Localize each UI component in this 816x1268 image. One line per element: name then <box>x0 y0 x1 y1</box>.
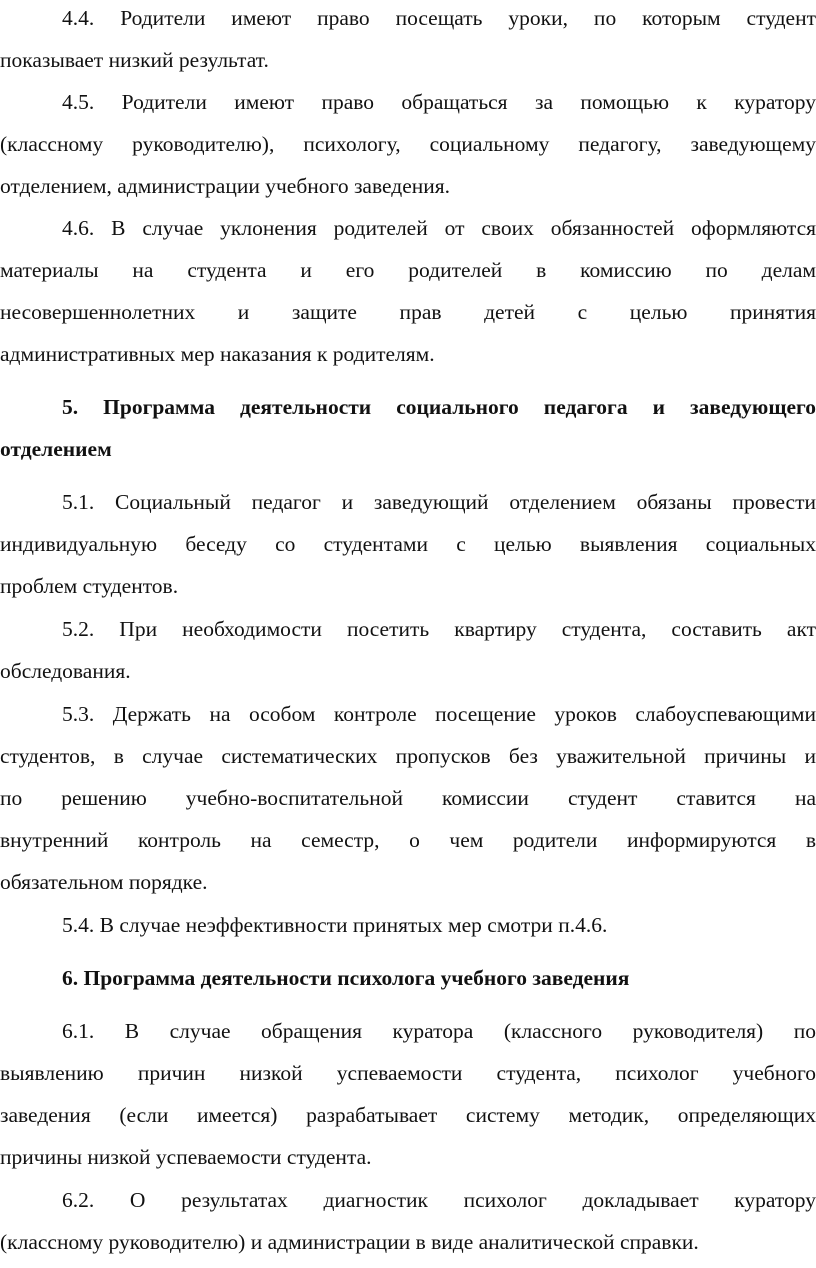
paragraph-4-6-line-4: административных мер наказания к родителям. <box>0 342 435 366</box>
paragraph-4-5-line-3: отделением, администрации учебного заведения. <box>0 174 451 198</box>
paragraph-5-1-line-1: 5.1. Социальный педагог и заведующий отделением обязаны провести <box>62 490 816 514</box>
paragraph-5-2-line-1: 5.2. При необходимости посетить квартиру студента, составить акт <box>62 617 816 641</box>
section-6-heading: 6. Программа деятельности психолога учебного заведения <box>62 966 630 990</box>
paragraph-5-1-line-3: проблем студентов. <box>0 574 179 598</box>
paragraph-6-1-line-1: 6.1. В случае обращения куратора (классного руководителя) по <box>62 1019 816 1043</box>
paragraph-5-1-line-2: индивидуальную беседу со студентами с целью выявления социальных <box>0 532 816 556</box>
paragraph-5-4-line-1: 5.4. В случае неэффективности принятых мер смотри п.4.6. <box>62 913 608 937</box>
section-5-heading-line-1: 5. Программа деятельности социального педагога и заведующего <box>62 395 816 419</box>
paragraph-4-4-line-1: 4.4. Родители имеют право посещать уроки, по которым студент <box>62 6 816 30</box>
paragraph-5-3-line-1: 5.3. Держать на особом контроле посещение уроков слабоуспевающими <box>62 702 816 726</box>
paragraph-4-4-line-2: показывает низкий результат. <box>0 48 269 72</box>
paragraph-5-3-line-3: по решению учебно-воспитательной комиссии студент ставится на <box>0 786 816 810</box>
paragraph-6-1-line-2: выявлению причин низкой успеваемости студента, психолог учебного <box>0 1061 816 1085</box>
paragraph-4-6-line-2: материалы на студента и его родителей в комиссию по делам <box>0 258 816 282</box>
paragraph-6-1-line-3: заведения (если имеется) разрабатывает систему методик, определяющих <box>0 1103 816 1127</box>
paragraph-5-3-line-4: внутренний контроль на семестр, о чем родители информируются в <box>0 828 816 852</box>
paragraph-4-5-line-2: (классному руководителю), психологу, социальному педагогу, заведующему <box>0 132 816 156</box>
paragraph-4-6-line-1: 4.6. В случае уклонения родителей от своих обязанностей оформляются <box>62 216 816 240</box>
paragraph-5-2-line-2: обследования. <box>0 659 131 683</box>
paragraph-5-3-line-2: студентов, в случае систематических пропусков без уважительной причины и <box>0 744 816 768</box>
paragraph-4-5-line-1: 4.5. Родители имеют право обращаться за помощью к куратору <box>62 90 816 114</box>
paragraph-6-2-line-1: 6.2. О результатах диагностик психолог докладывает куратору <box>62 1188 816 1212</box>
paragraph-6-2-line-2: (классному руководителю) и администрации в виде аналитической справки. <box>0 1230 699 1254</box>
paragraph-4-6-line-3: несовершеннолетних и защите прав детей с целью принятия <box>0 300 816 324</box>
paragraph-5-3-line-5: обязательном порядке. <box>0 870 208 894</box>
section-5-heading-line-2: отделением <box>0 437 112 461</box>
paragraph-6-1-line-4: причины низкой успеваемости студента. <box>0 1145 372 1169</box>
